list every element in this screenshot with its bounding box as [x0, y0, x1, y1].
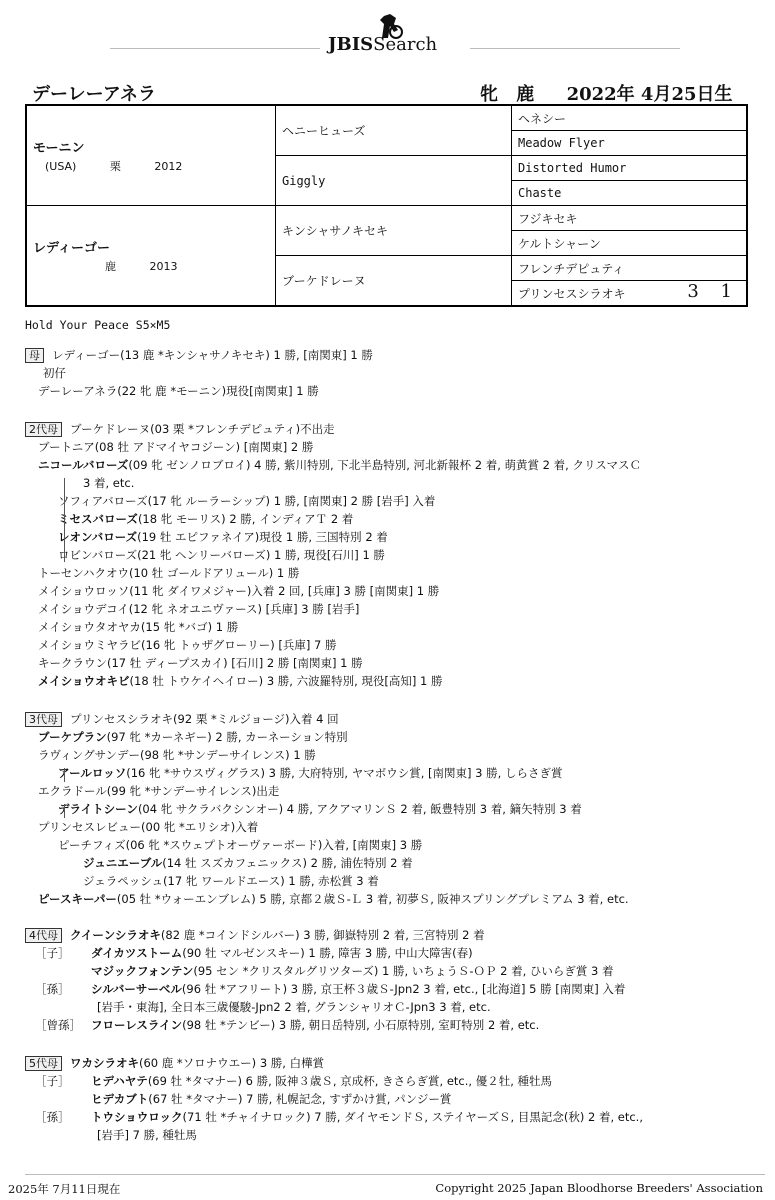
- logo-divider-left: [110, 48, 320, 49]
- g2-line: ブーケドレーヌ(03 栗 *フレンチデピュティ)不出走: [70, 422, 335, 436]
- pedigree-dam: [26, 206, 276, 307]
- tree-line: [64, 478, 65, 562]
- horse-link[interactable]: アールロッソ: [58, 766, 127, 780]
- logo-text: [328, 34, 437, 55]
- family-row: [25, 654, 765, 672]
- family-row: [25, 438, 765, 456]
- dam-tag: 母: [25, 348, 44, 363]
- pedigree-g3-cell[interactable]: フレンチデピュティ: [512, 256, 748, 281]
- row-text: [岩手] 7 勝, 種牡馬: [97, 1128, 197, 1142]
- row-text: (69 牡 *タマナー) 6 勝, 阪神３歳Ｓ, 京成杯, きさらぎ賞, etc., 優２牡, 種牡馬: [147, 1074, 553, 1088]
- horse-link[interactable]: ピースキーパー: [38, 892, 117, 906]
- row-text: (16 牝 *サウスヴィグラス) 3 勝, 大府特別, ヤマボウシ賞, [南関東] 3 勝, しらさぎ賞: [126, 766, 563, 780]
- family-row: [25, 546, 765, 564]
- g5-line: (60 鹿 *ソロナウエー) 3 勝, 白樺賞: [139, 1056, 325, 1070]
- row-text: (67 牡 *タマナー) 7 勝, 札幌記念, すずかけ賞, パンジー賞: [148, 1092, 452, 1106]
- row-text: メイショウロッソ(11 牝 ダイワメジャー)入着 2 回, [兵庫] 3 勝 [南関東] 1 勝: [38, 584, 440, 598]
- horse-link[interactable]: ダイカツストーム: [91, 946, 183, 960]
- family-row: [25, 800, 765, 818]
- family-row: [25, 528, 765, 546]
- g4-tag: 4代母: [25, 928, 62, 943]
- family-row: [25, 962, 765, 980]
- family-row: [25, 1090, 765, 1108]
- family-row: [25, 854, 765, 872]
- relation-label: ［子］: [35, 1074, 70, 1088]
- row-text: キークラウン(17 牡 ディープスカイ) [石川] 2 勝 [南関東] 1 勝: [38, 656, 363, 670]
- footer-date: 2025年 7月11日現在: [8, 1182, 121, 1196]
- family-row: [25, 564, 765, 582]
- row-text: メイショウミヤラビ(16 牝 トゥザグローリー) [兵庫] 7 勝: [38, 638, 337, 652]
- row-text: メイショウデコイ(12 牝 ネオユニヴァース) [兵庫] 3 勝 [岩手]: [38, 602, 360, 616]
- family-row: [25, 600, 765, 618]
- row-text: (97 牝 *カーネギー) 2 勝, カーネーション特別: [106, 730, 348, 744]
- sire-details: [33, 158, 269, 174]
- horse-link[interactable]: フローレスライン: [91, 1018, 183, 1032]
- family-g3-section: [25, 710, 765, 908]
- g5-tag: 5代母: [25, 1056, 62, 1071]
- family-row: [25, 582, 765, 600]
- relation-label: ［孫］: [35, 982, 70, 996]
- pedigree-g3-cell[interactable]: ケルトシャーン: [512, 231, 748, 256]
- row-text: (14 牡 スズカフェニックス) 2 勝, 浦佐特別 2 着: [162, 856, 413, 870]
- family-row: [25, 782, 765, 800]
- pedigree-g2-cell[interactable]: ヘニーヒューズ: [276, 105, 512, 156]
- relation-label: ［曾孫］: [35, 1018, 81, 1032]
- family-row: [25, 492, 765, 510]
- logo-jbis: JBIS: [328, 34, 374, 55]
- family-row: [25, 818, 765, 836]
- g4-rows: [25, 944, 765, 1034]
- family-row: [25, 746, 765, 764]
- horse-link[interactable]: レオンバローズ: [58, 530, 138, 544]
- row-text: (96 牡 *アフリート) 3 勝, 京王杯３歳Ｓ-Jpn2 3 着, etc., [北海道] 5 勝 [南関東] 入着: [181, 982, 626, 996]
- logo-search: Search: [373, 34, 438, 55]
- g5-name[interactable]: ワカシラオキ: [70, 1056, 139, 1070]
- sire-year: 2012: [154, 160, 183, 173]
- horse-birth: 2022年 4月25日生: [566, 84, 733, 105]
- pedigree-table: [25, 104, 748, 307]
- dam-first: 初仔: [43, 366, 66, 380]
- row-text: ピーチフィズ(06 牝 *スウェプトオーヴァーボード)入着, [南関東] 3 勝: [58, 838, 423, 852]
- horse-link[interactable]: シルバーサーベル: [91, 982, 182, 996]
- row-text: プリンセスレビュー(00 牝 *エリシオ)入着: [38, 820, 259, 834]
- family-row: [25, 998, 765, 1016]
- horse-link[interactable]: ヒデカブト: [91, 1092, 149, 1106]
- g3-rows: [25, 728, 765, 908]
- family-g2-section: [25, 420, 765, 690]
- row-text: 3 着, etc.: [83, 476, 135, 490]
- row-text: (90 牡 マルゼンスキー) 1 勝, 障害 3 勝, 中山大障害(春): [182, 946, 473, 960]
- horse-name: デーレーアネラ: [32, 84, 157, 105]
- family-row: [25, 836, 765, 854]
- pedigree-g3-cell[interactable]: ヘネシー: [512, 105, 748, 131]
- row-text: (05 牡 *ウォーエンブレム) 5 勝, 京都２歳Ｓ-Ｌ 3 着, 初夢Ｓ, 阪神スプリングプレミアム 3 着, etc.: [116, 892, 629, 906]
- row-text: (95 セン *クリスタルグリツターズ) 1 勝, いちょうＳ-ＯＰ 2 着, ひいらぎ賞 3 着: [193, 964, 614, 978]
- pedigree-g3-cell[interactable]: Meadow Flyer: [512, 131, 748, 156]
- dam-child: デーレーアネラ(22 牝 鹿 *モーニン)現役[南関東] 1 勝: [38, 384, 319, 398]
- family-row: [25, 456, 765, 474]
- sire-origin: (USA): [45, 160, 77, 173]
- pedigree-g2-cell[interactable]: キンシャサノキセキ: [276, 206, 512, 256]
- row-text: ブートニア(08 牡 アドマイヤコジーン) [南関東] 2 勝: [38, 440, 314, 454]
- pedigree-g3-cell[interactable]: フジキセキ: [512, 206, 748, 231]
- g4-line: (82 鹿 *コインドシルバー) 3 勝, 御嶽特別 2 着, 三宮特別 2 着: [160, 928, 485, 942]
- horse-sex: 牝: [480, 84, 498, 105]
- pedigree-sire: [26, 105, 276, 206]
- g3-line: プリンセスシラオキ(92 栗 *ミルジョージ)入着 4 回: [70, 712, 339, 726]
- family-row: [25, 872, 765, 890]
- pedigree-g2-cell[interactable]: Giggly: [276, 156, 512, 206]
- horse-link[interactable]: ジュニエーブル: [83, 856, 163, 870]
- family-row: [25, 1072, 765, 1090]
- relation-label: ［子］: [35, 946, 70, 960]
- dam-color: 鹿: [105, 260, 116, 273]
- horse-link[interactable]: トウショウロック: [91, 1110, 183, 1124]
- horse-link[interactable]: デライトシーン: [58, 802, 138, 816]
- horse-color: 鹿: [516, 84, 535, 105]
- inbreed-cross: Hold Your Peace S5×M5: [25, 318, 171, 332]
- family-row: [25, 980, 765, 998]
- pedigree-g3-text: プリンセスシラオキ: [518, 286, 626, 301]
- family-row: [25, 944, 765, 962]
- sire-name[interactable]: モーニン: [33, 141, 85, 156]
- horse-link[interactable]: ヒデハヤテ: [91, 1074, 148, 1088]
- pedigree-g3-cell[interactable]: Chaste: [512, 181, 748, 206]
- dam-line: レディーゴー(13 鹿 *キンシャサノキセキ) 1 勝, [南関東] 1 勝: [52, 348, 373, 362]
- pedigree-g3-cell[interactable]: Distorted Humor: [512, 156, 748, 181]
- row-text: (18 牡 トウケイヘイロー) 3 勝, 六波羅特別, 現役[高知] 1 勝: [129, 674, 443, 688]
- row-text: [岩手・東海], 全日本三歳優駿-Jpn2 2 着, グランシャリオＣ-Jpn3 3 着, etc.: [97, 1000, 491, 1014]
- row-text: (04 牝 サクラバクシンオー) 4 勝, アクアマリンＳ 2 着, 飯豊特別 3 着, 鏑矢特別 3 着: [137, 802, 582, 816]
- tree-line: [64, 768, 65, 782]
- pedigree-g3-cell[interactable]: [512, 281, 748, 307]
- family-row: [25, 764, 765, 782]
- horse-meta: [480, 80, 745, 106]
- footer-copyright: Copyright 2025 Japan Bloodhorse Breeders' Association: [435, 1181, 763, 1195]
- g4-name[interactable]: クイーンシラオキ: [70, 928, 161, 942]
- family-g5-section: [25, 1054, 765, 1144]
- row-text: (19 牡 エピファネイア)現役 1 勝, 三国特別 2 着: [137, 530, 388, 544]
- dam-year: 2013: [149, 260, 178, 273]
- horse-link[interactable]: ニコールバローズ: [38, 458, 129, 472]
- family-row: [25, 474, 765, 492]
- relation-label: ［孫］: [35, 1110, 70, 1124]
- row-text: エクラドール(99 牝 *サンデーサイレンス)出走: [38, 784, 280, 798]
- footer-divider: [25, 1174, 765, 1175]
- dam-name[interactable]: レディーゴー: [33, 241, 110, 256]
- g3-tag: 3代母: [25, 712, 62, 727]
- family-row: [25, 728, 765, 746]
- row-text: ラヴィングサンデー(98 牝 *サンデーサイレンス) 1 勝: [38, 748, 316, 762]
- horse-link[interactable]: ブーケプラン: [38, 730, 107, 744]
- row-text: ジェラペッシュ(17 牝 ワールドエース) 1 勝, 赤松賞 3 着: [83, 874, 379, 888]
- family-row: [25, 1016, 765, 1034]
- family-row: [25, 672, 765, 690]
- family-row: [25, 618, 765, 636]
- logo-divider-right: [470, 48, 680, 49]
- site-logo[interactable]: [0, 4, 775, 55]
- family-dam-section: [25, 346, 765, 400]
- row-text: (71 牡 *チャイナロック) 7 勝, ダイヤモンドＳ, ステイヤーズＳ, 目黒記念(秋) 2 着, etc.,: [182, 1110, 643, 1124]
- inbreed-number: 3 1: [687, 280, 740, 302]
- g2-rows: [25, 438, 765, 690]
- family-g4-section: [25, 926, 765, 1034]
- tree-line: [64, 804, 65, 818]
- dam-details: [33, 258, 269, 274]
- g2-tag: 2代母: [25, 422, 62, 437]
- horse-link[interactable]: ミセスバローズ: [58, 512, 138, 526]
- family-row: [25, 510, 765, 528]
- family-row: [25, 636, 765, 654]
- family-row: [25, 1126, 765, 1144]
- row-text: (09 牝 ゼンノロブロイ) 4 勝, 紫川特別, 下北半島特別, 河北新報杯 2 着, 萌黄賞 2 着, クリスマスＣ: [128, 458, 641, 472]
- row-text: ロビンバローズ(21 牝 ヘンリーバローズ) 1 勝, 現役[石川] 1 勝: [58, 548, 385, 562]
- row-text: ソフィアバローズ(17 牝 ルーラーシップ) 1 勝, [南関東] 2 勝 [岩手] 入着: [58, 494, 436, 508]
- row-text: (18 牝 モーリス) 2 勝, インディアＴ 2 着: [137, 512, 354, 526]
- row-text: トーセンハクオウ(10 牡 ゴールドアリュール) 1 勝: [38, 566, 300, 580]
- sire-color: 栗: [109, 160, 121, 173]
- horse-link[interactable]: メイショウオキビ: [38, 674, 130, 688]
- family-row: [25, 890, 765, 908]
- g5-rows: [25, 1072, 765, 1144]
- row-text: (98 牡 *テンビー) 3 勝, 朝日岳特別, 小石原特別, 室町特別 2 着, etc.: [182, 1018, 540, 1032]
- row-text: メイショウタオヤカ(15 牝 *バゴ) 1 勝: [38, 620, 239, 634]
- pedigree-g2-cell[interactable]: ブーケドレーヌ: [276, 256, 512, 307]
- horse-link[interactable]: マジックフォンテン: [91, 964, 194, 978]
- family-row: [25, 1108, 765, 1126]
